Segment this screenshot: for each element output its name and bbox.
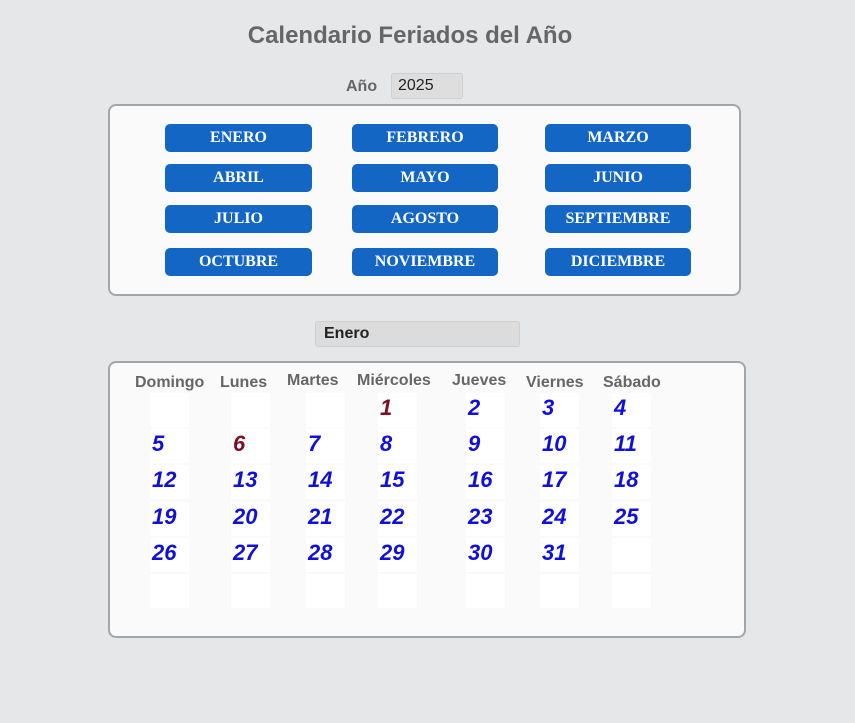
year-input[interactable]: 2025: [391, 73, 463, 99]
day-cell[interactable]: 13: [231, 465, 270, 499]
month-button-julio[interactable]: JULIO: [165, 205, 312, 233]
day-cell[interactable]: 6: [231, 429, 270, 463]
empty-day-cell: [540, 574, 579, 608]
month-button-agosto[interactable]: AGOSTO: [352, 205, 498, 233]
month-button-junio[interactable]: JUNIO: [545, 164, 691, 192]
day-cell[interactable]: 31: [540, 538, 579, 572]
day-cell[interactable]: 28: [306, 538, 345, 572]
day-cell[interactable]: 23: [466, 502, 505, 536]
weekday-header: Viernes: [526, 374, 584, 391]
day-cell[interactable]: 22: [378, 502, 417, 536]
selected-month-field[interactable]: Enero: [315, 321, 520, 347]
day-cell[interactable]: 16: [466, 465, 505, 499]
day-cell[interactable]: 12: [150, 465, 189, 499]
day-cell[interactable]: 20: [231, 502, 270, 536]
month-button-febrero[interactable]: FEBRERO: [352, 124, 498, 152]
day-cell[interactable]: 2: [466, 393, 505, 427]
day-cell[interactable]: 3: [540, 393, 579, 427]
weekday-header: Martes: [287, 372, 339, 389]
day-cell[interactable]: 29: [378, 538, 417, 572]
day-cell[interactable]: 18: [612, 465, 651, 499]
weekday-header: Miércoles: [357, 372, 431, 389]
weekday-header: Jueves: [452, 372, 507, 389]
empty-day-cell: [466, 574, 505, 608]
year-label: Año: [346, 78, 378, 95]
month-button-septiembre[interactable]: SEPTIEMBRE: [545, 205, 691, 233]
weekday-header: Domingo: [135, 374, 205, 391]
month-button-marzo[interactable]: MARZO: [545, 124, 691, 152]
day-cell[interactable]: 4: [612, 393, 651, 427]
months-panel: [108, 104, 741, 296]
empty-day-cell: [231, 574, 270, 608]
day-cell[interactable]: 1: [378, 393, 417, 427]
empty-day-cell: [378, 574, 417, 608]
month-button-diciembre[interactable]: DICIEMBRE: [545, 248, 691, 276]
empty-day-cell: [150, 393, 189, 427]
day-cell[interactable]: 11: [612, 429, 651, 463]
empty-day-cell: [612, 538, 651, 572]
day-cell[interactable]: 26: [150, 538, 189, 572]
calendar-panel: [108, 361, 746, 638]
day-cell[interactable]: 9: [466, 429, 505, 463]
day-cell[interactable]: 19: [150, 502, 189, 536]
month-button-mayo[interactable]: MAYO: [352, 164, 498, 192]
day-cell[interactable]: 25: [612, 502, 651, 536]
page-title: Calendario Feriados del Año: [247, 22, 573, 49]
day-cell[interactable]: 7: [306, 429, 345, 463]
empty-day-cell: [231, 393, 270, 427]
month-button-enero[interactable]: ENERO: [165, 124, 312, 152]
weekday-header: Lunes: [220, 374, 268, 391]
empty-day-cell: [150, 574, 189, 608]
day-cell[interactable]: 10: [540, 429, 579, 463]
month-button-abril[interactable]: ABRIL: [165, 164, 312, 192]
month-button-octubre[interactable]: OCTUBRE: [165, 248, 312, 276]
day-cell[interactable]: 5: [150, 429, 189, 463]
day-cell[interactable]: 17: [540, 465, 579, 499]
empty-day-cell: [306, 393, 345, 427]
day-cell[interactable]: 14: [306, 465, 345, 499]
month-button-noviembre[interactable]: NOVIEMBRE: [352, 248, 498, 276]
weekday-header: Sábado: [603, 374, 661, 391]
day-cell[interactable]: 21: [306, 502, 345, 536]
day-cell[interactable]: 24: [540, 502, 579, 536]
day-cell[interactable]: 27: [231, 538, 270, 572]
empty-day-cell: [612, 574, 651, 608]
day-cell[interactable]: 30: [466, 538, 505, 572]
empty-day-cell: [306, 574, 345, 608]
day-cell[interactable]: 8: [378, 429, 417, 463]
day-cell[interactable]: 15: [378, 465, 417, 499]
